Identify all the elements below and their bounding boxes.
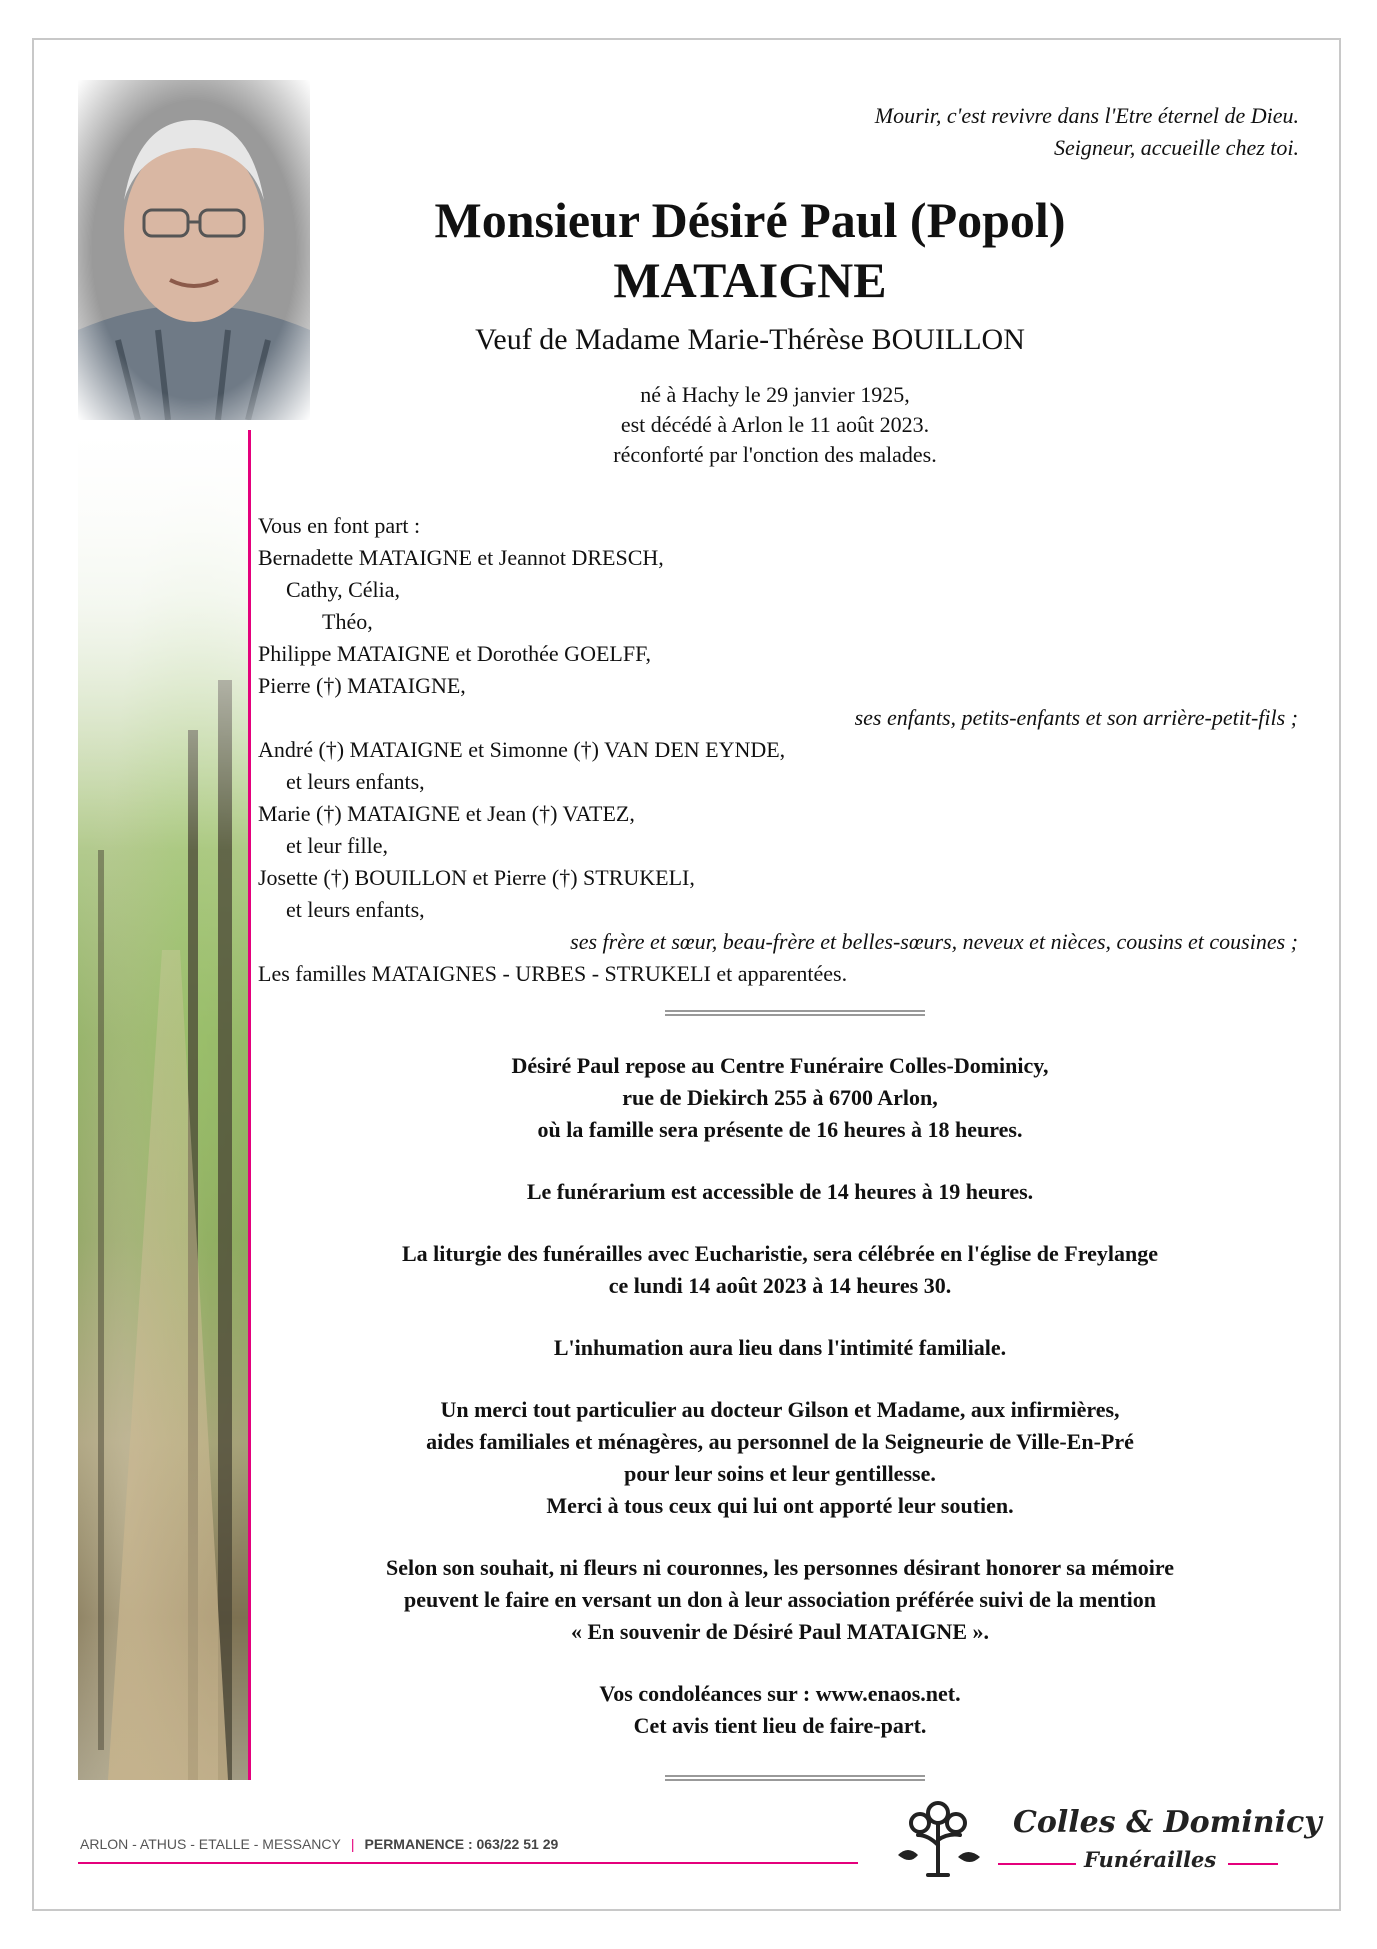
family-line: Les familles MATAIGNES - URBES - STRUKELI et apparentées. (258, 961, 848, 986)
funeral-details (260, 1050, 1300, 1772)
epigraph-quote (599, 100, 1299, 164)
details-line: Le funérarium est accessible de 14 heures à 19 heures. (526, 1179, 1034, 1204)
family-line: Bernadette MATAIGNE et Jeannot DRESCH, (258, 545, 664, 570)
details-paragraph (260, 1678, 1300, 1742)
footer-separator: | (350, 1836, 355, 1852)
details-line: Un merci tout particulier au docteur Gilson et Madame, aux infirmières, (440, 1397, 1120, 1422)
details-line: Selon son souhait, ni fleurs ni couronnes, les personnes désirant honorer sa mémoire (386, 1555, 1174, 1580)
details-paragraph (260, 1050, 1300, 1146)
details-line: Désiré Paul repose au Centre Funéraire Colles-Dominicy, (511, 1053, 1049, 1078)
details-line: Merci à tous ceux qui lui ont apporté leur soutien. (546, 1493, 1014, 1518)
date-line: né à Hachy le 29 janvier 1925, (640, 382, 910, 407)
logo-rule (998, 1863, 1076, 1865)
funeral-home-logo (888, 1795, 1322, 1887)
footer-permanence: PERMANENCE : 063/22 51 29 (364, 1836, 559, 1852)
family-line: et leurs enfants, (286, 769, 425, 794)
family-line: André (†) MATAIGNE et Simonne (†) VAN DEN EYNDE, (258, 737, 786, 762)
birth-death-info (400, 380, 1150, 470)
logo-subtitle: Funérailles (1084, 1847, 1217, 1872)
date-line: réconforté par l'onction des malades. (613, 442, 937, 467)
family-line: Marie (†) MATAIGNE et Jean (†) VATEZ, (258, 801, 635, 826)
logo-brand: Colles & Dominicy (1013, 1805, 1322, 1840)
family-line: ses frère et sœur, beau-frère et belles-sœurs, neveux et nièces, cousins et cousines ; (570, 929, 1298, 954)
details-line: rue de Diekirch 255 à 6700 Arlon, (622, 1085, 938, 1110)
details-line: L'inhumation aura lieu dans l'intimité familiale. (553, 1335, 1007, 1360)
deceased-portrait (78, 80, 310, 420)
details-line: où la famille sera présente de 16 heures à 18 heures. (537, 1117, 1023, 1142)
details-paragraph (260, 1176, 1300, 1208)
details-line: peuvent le faire en versant un don à leur association préférée suivi de la mention (403, 1587, 1157, 1612)
decorative-forest-strip (78, 430, 248, 1780)
family-line: Cathy, Célia, (286, 577, 401, 602)
details-line: ce lundi 14 août 2023 à 14 heures 30. (608, 1273, 952, 1298)
footer-locations: ARLON - ATHUS - ETALLE - MESSANCY (80, 1836, 341, 1852)
separator-rule (665, 1775, 925, 1781)
details-paragraph (260, 1238, 1300, 1302)
family-line: ses enfants, petits-enfants et son arrière-petit-fils ; (854, 705, 1298, 730)
details-line: pour leur soins et leur gentillesse. (624, 1461, 936, 1486)
details-paragraph (260, 1332, 1300, 1364)
accent-divider-line (248, 430, 251, 1780)
tree-icon (888, 1795, 988, 1885)
quote-line: Seigneur, accueille chez toi. (1054, 135, 1299, 160)
details-paragraph (260, 1394, 1300, 1522)
widow-of: Veuf de Madame Marie-Thérèse BOUILLON (475, 323, 1025, 356)
family-line: et leurs enfants, (286, 897, 425, 922)
details-line: Cet avis tient lieu de faire-part. (633, 1713, 927, 1738)
date-line: est décédé à Arlon le 11 août 2023. (620, 412, 930, 437)
family-line: Théo, (322, 609, 373, 634)
name-line-2: MATAIGNE (613, 252, 887, 308)
family-announcement (258, 510, 1298, 990)
details-paragraph (260, 1552, 1300, 1648)
name-line-1: Monsieur Désiré Paul (Popol) (434, 192, 1066, 248)
family-line: Josette (†) BOUILLON et Pierre (†) STRUKELI, (258, 865, 695, 890)
family-line: et leur fille, (286, 833, 389, 858)
footer-rule (78, 1862, 858, 1864)
family-line: Vous en font part : (258, 513, 421, 538)
separator-rule (665, 1010, 925, 1016)
details-line: Vos condoléances sur : www.enaos.net. (599, 1681, 961, 1706)
details-line: La liturgie des funérailles avec Eucharistie, sera célébrée en l'église de Freylange (402, 1241, 1158, 1266)
family-line: Philippe MATAIGNE et Dorothée GOELFF, (258, 641, 652, 666)
logo-rule (1228, 1863, 1278, 1865)
details-line: « En souvenir de Désiré Paul MATAIGNE ». (570, 1619, 989, 1644)
details-line: aides familiales et ménagères, au personnel de la Seigneurie de Ville-En-Pré (426, 1429, 1134, 1454)
deceased-name (300, 190, 1200, 310)
quote-line: Mourir, c'est revivre dans l'Etre éternel de Dieu. (874, 103, 1299, 128)
family-line: Pierre (†) MATAIGNE, (258, 673, 466, 698)
footer-contact (80, 1836, 558, 1852)
